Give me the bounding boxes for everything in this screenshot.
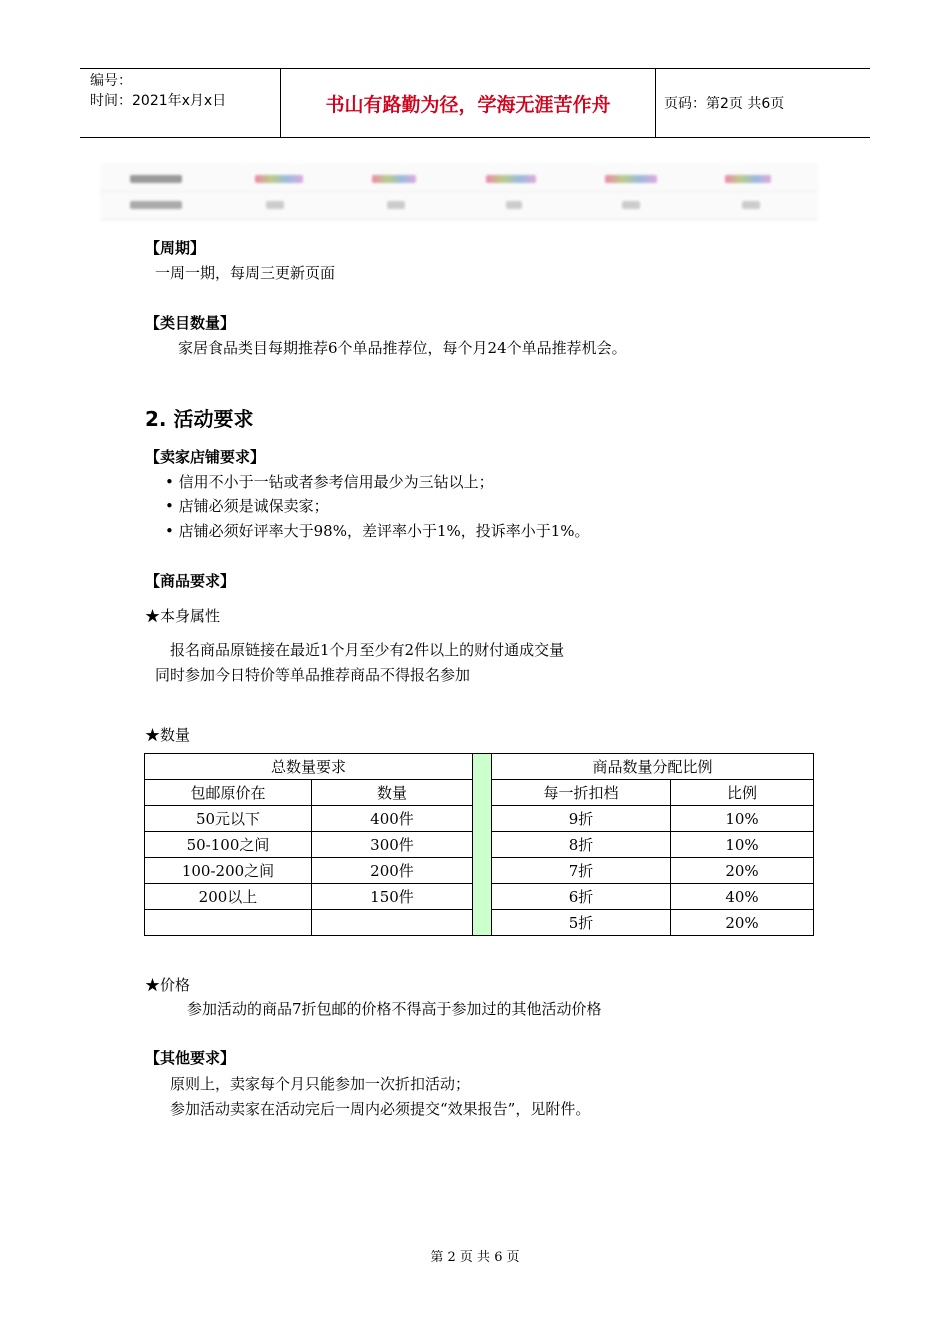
table-cell: 每一折扣档: [492, 780, 671, 806]
attr-line-2: 同时参加今日特价等单品推荐商品不得报名参加: [155, 666, 471, 684]
table-header-right: 商品数量分配比例: [492, 754, 814, 780]
table-cell: 10%: [671, 806, 814, 832]
category-title: 【类目数量】: [145, 314, 236, 332]
table-cell: 8折: [492, 832, 671, 858]
table-cell: 5折: [492, 910, 671, 936]
table-cell: 200件: [312, 858, 473, 884]
table-cell: 9折: [492, 806, 671, 832]
time-label: 时间：2021年x月x日: [90, 93, 227, 109]
table-cell: 40%: [671, 884, 814, 910]
table-cell: 400件: [312, 806, 473, 832]
table-cell: 10%: [671, 832, 814, 858]
other-title: 【其他要求】: [145, 1049, 236, 1067]
table-cell: 50-100之间: [145, 832, 312, 858]
attr-line-1: 报名商品原链接在最近1个月至少有2件以上的财付通成交量: [170, 641, 565, 659]
cycle-text: 一周一期，每周三更新页面: [155, 264, 336, 282]
table-cell: 比例: [671, 780, 814, 806]
table-cell: 20%: [671, 858, 814, 884]
price-text: 参加活动的商品7折包邮的价格不得高于参加过的其他活动价格: [187, 1000, 602, 1018]
table-header-left: 总数量要求: [145, 754, 473, 780]
other-line-2: 参加活动卖家在活动完后一周内必须提交“效果报告”，见附件。: [170, 1100, 591, 1118]
table-cell: 300件: [312, 832, 473, 858]
number-label: 编号：: [90, 73, 132, 89]
quantity-table: [144, 753, 814, 936]
table-cell: 150件: [312, 884, 473, 910]
seller-title: 【卖家店铺要求】: [145, 448, 266, 466]
table-cell: 包邮原价在: [145, 780, 312, 806]
table-cell: 100-200之间: [145, 858, 312, 884]
price-title: ★价格: [145, 976, 191, 994]
other-line-1: 原则上，卖家每个月只能参加一次折扣活动；: [170, 1075, 471, 1093]
header-page-code: 页码：第2页 共6页: [664, 96, 785, 112]
table-cell: 数量: [312, 780, 473, 806]
category-text: 家居食品类目每期推荐6个单品推荐位，每个月24个单品推荐机会。: [178, 339, 627, 357]
table-divider: [473, 754, 492, 936]
table-cell: 7折: [492, 858, 671, 884]
qty-title: ★数量: [145, 726, 191, 744]
table-row: [145, 754, 814, 780]
document-header: [80, 68, 870, 138]
page-footer: 第 2 页 共 6 页: [430, 1250, 520, 1265]
goods-title: 【商品要求】: [145, 572, 236, 590]
seller-item-2: • 店铺必须是诚保卖家；: [165, 497, 329, 515]
table-cell: [312, 910, 473, 936]
blurred-table-image: [100, 163, 818, 221]
cycle-title: 【周期】: [145, 239, 206, 257]
section-2-heading: 2. 活动要求: [145, 407, 254, 431]
table-cell: 200以上: [145, 884, 312, 910]
attr-title: ★本身属性: [145, 607, 221, 625]
seller-item-1: • 信用不小于一钻或者参考信用最少为三钻以上；: [165, 473, 494, 491]
header-motto: 书山有路勤为径，学海无涯苦作舟: [280, 69, 656, 137]
table-cell: 20%: [671, 910, 814, 936]
seller-item-3: • 店铺必须好评率大于98%，差评率小于1%，投诉率小于1%。: [165, 522, 590, 540]
table-cell: 50元以下: [145, 806, 312, 832]
table-cell: [145, 910, 312, 936]
table-cell: 6折: [492, 884, 671, 910]
header-meta: [80, 69, 280, 137]
